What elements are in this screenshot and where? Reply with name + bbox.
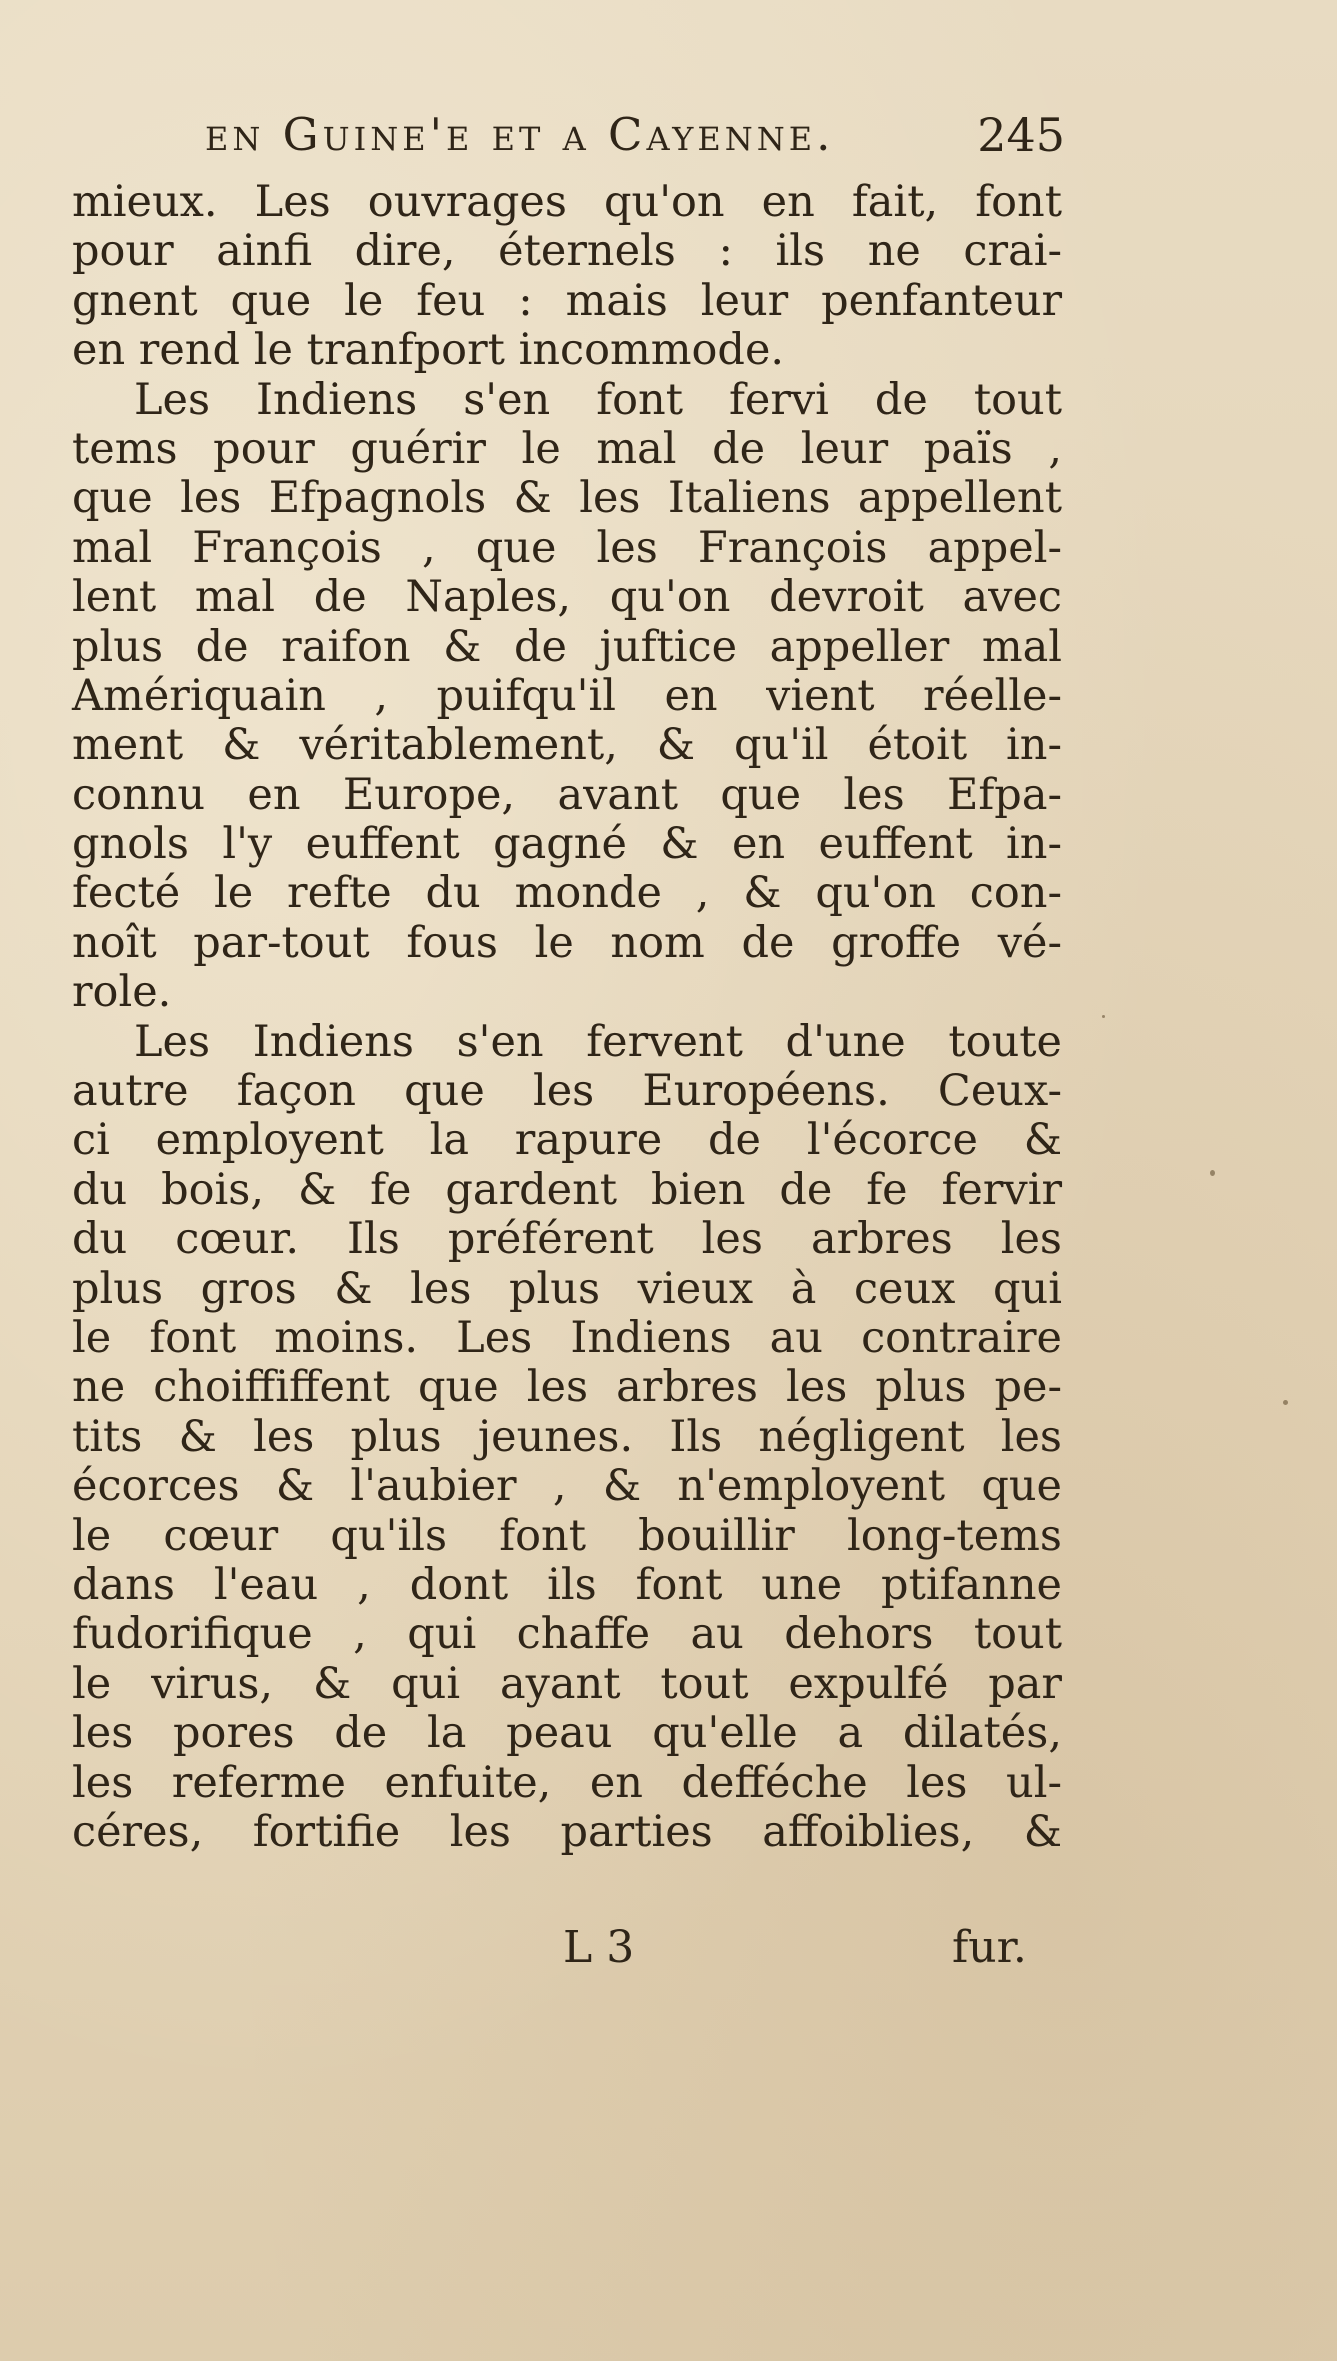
text-line: que les Efpagnols & les Italiens appellent — [72, 473, 1062, 524]
text-line: le font moins. Les Indiens au contraire — [72, 1312, 1062, 1363]
running-head: en Guine'e et a Cayenne. — [205, 108, 835, 161]
text-line: ne choiffiffent que les arbres les plus pe- — [72, 1362, 1062, 1413]
text-line: lent mal de Naples, qu'on devroit avec — [72, 572, 1062, 623]
text-line: écorces & l'aubier , & n'employent que — [72, 1461, 1062, 1512]
text-line: mal François , que les François appel- — [72, 522, 1062, 573]
page-header — [205, 108, 1065, 178]
text-line: noît par-tout fous le nom de groffe vé- — [72, 917, 1062, 968]
text-line: fudorifique , qui chaffe au dehors tout — [72, 1609, 1062, 1660]
page-footer — [0, 1922, 1337, 1982]
text-line: Les Indiens s'en font fervi de tout — [134, 374, 1062, 425]
text-line: du cœur. Ils préférent les arbres les — [72, 1214, 1062, 1265]
text-line: le virus, & qui ayant tout expulfé par — [72, 1658, 1062, 1709]
text-line: tits & les plus jeunes. Ils négligent les — [72, 1411, 1062, 1462]
text-line: tems pour guérir le mal de leur païs , — [72, 423, 1062, 474]
text-line: fecté le refte du monde , & qu'on con- — [72, 868, 1062, 919]
text-line: le cœur qu'ils font bouillir long-tems — [72, 1510, 1062, 1561]
body-text — [72, 178, 1062, 1857]
ink-speck — [1283, 1400, 1288, 1405]
text-line: en rend le tranfport incommode. — [72, 325, 785, 376]
text-line: dans l'eau , dont ils font une ptifanne — [72, 1559, 1062, 1610]
text-line: mieux. Les ouvrages qu'on en fait, font — [72, 177, 1062, 227]
text-line: les pores de la peau qu'elle a dilatés, — [72, 1708, 1062, 1759]
ink-speck — [1102, 1015, 1105, 1018]
text-line: du bois, & fe gardent bien de fe fervir — [72, 1164, 1062, 1215]
text-line: Les Indiens s'en fervent d'une toute — [134, 1016, 1062, 1067]
text-line: connu en Europe, avant que les Efpa- — [72, 769, 1062, 820]
catchword: fur. — [952, 1922, 1027, 1973]
text-line: céres, fortifie les parties affoiblies, & — [72, 1806, 1062, 1857]
text-line: les referme enfuite, en defféche les ul- — [72, 1757, 1062, 1808]
text-line: role. — [72, 967, 172, 1018]
text-line: gnent que le feu : mais leur penfanteur — [72, 275, 1062, 326]
text-line: Amériquain , puifqu'il en vient réelle- — [72, 670, 1062, 721]
ink-speck — [1210, 1170, 1215, 1176]
page-number: 245 — [977, 108, 1065, 162]
signature-mark: L 3 — [563, 1922, 635, 1973]
text-line: ment & véritablement, & qu'il étoit in- — [72, 720, 1062, 771]
text-line: plus de raifon & de juftice appeller mal — [72, 621, 1062, 672]
text-line: pour ainfi dire, éternels : ils ne crai- — [72, 226, 1062, 277]
text-line: ci employent la rapure de l'écorce & — [72, 1115, 1062, 1166]
text-line: plus gros & les plus vieux à ceux qui — [72, 1263, 1062, 1314]
text-line: gnols l'y euffent gagné & en euffent in- — [72, 819, 1062, 870]
text-line: autre façon que les Européens. Ceux- — [72, 1066, 1062, 1117]
